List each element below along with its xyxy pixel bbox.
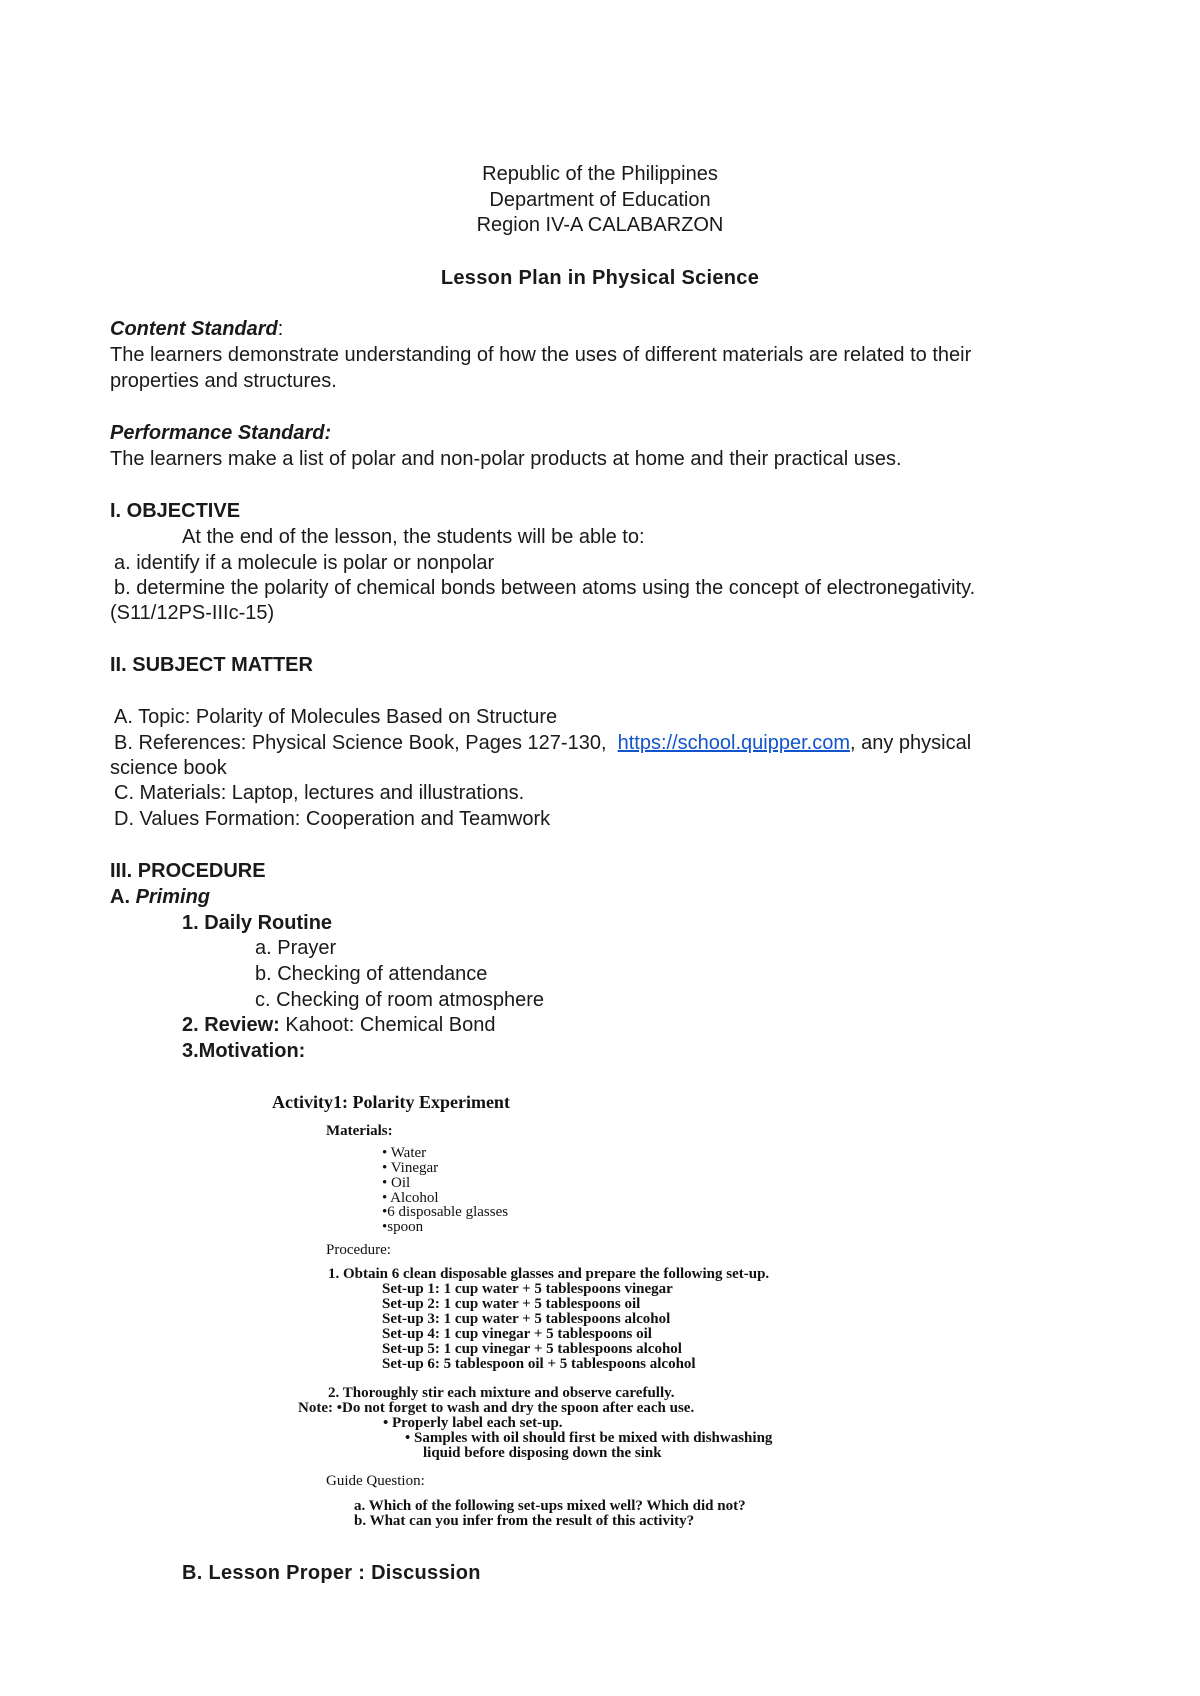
setup-item: Set-up 6: 5 tablespoon oil + 5 tablespoons alcohol <box>382 1356 696 1372</box>
guide-question-b: b. What can you infer from the result of this activity? <box>354 1513 695 1529</box>
quipper-link[interactable]: https://school.quipper.com <box>617 732 850 754</box>
content-standard-colon: : <box>277 318 284 340</box>
references-text: B. References: Physical Science Book, Pages 127-130, <box>114 732 607 754</box>
routine-prayer: a. Prayer <box>255 937 337 959</box>
material-item: • Oil <box>382 1175 411 1191</box>
guide-question-a: a. Which of the following set-ups mixed well? Which did not? <box>354 1498 746 1514</box>
setup-item: Set-up 2: 1 cup water + 5 tablespoons oil <box>382 1296 641 1312</box>
activity-title: Activity1: Polarity Experiment <box>272 1092 510 1112</box>
content-standard-line2: properties and structures. <box>110 370 337 392</box>
subject-values: D. Values Formation: Cooperation and Teamwork <box>114 808 551 830</box>
performance-standard-text: The learners make a list of polar and non-polar products at home and their practical uses. <box>110 448 902 470</box>
guide-question-label: Guide Question: <box>326 1473 425 1489</box>
objective-item-a: a. identify if a molecule is polar or nonpolar <box>114 552 495 574</box>
objective-item-b: b. determine the polarity of chemical bonds between atoms using the concept of electronegativity. <box>114 577 976 599</box>
references-suffix: , any physical <box>849 732 972 754</box>
document-title: Lesson Plan in Physical Science <box>440 267 760 289</box>
activity-procedure-label: Procedure: <box>326 1242 391 1258</box>
motivation-heading: 3.Motivation: <box>182 1040 306 1062</box>
note-3a: • Samples with oil should first be mixed with dishwashing <box>405 1430 773 1446</box>
lesson-proper-heading: B. Lesson Proper : Discussion <box>182 1562 481 1584</box>
routine-room: c. Checking of room atmosphere <box>255 989 545 1011</box>
material-item: •6 disposable glasses <box>382 1204 509 1220</box>
setup-item: Set-up 4: 1 cup vinegar + 5 tablespoons oil <box>382 1326 652 1342</box>
setup-item: Set-up 5: 1 cup vinegar + 5 tablespoons alcohol <box>382 1341 682 1357</box>
setup-item: Set-up 3: 1 cup water + 5 tablespoons alcohol <box>382 1311 671 1327</box>
content-standard-line1: The learners demonstrate understanding of how the uses of different materials are related to their <box>110 344 972 366</box>
activity-step-2: 2. Thoroughly stir each mixture and observe carefully. <box>328 1385 675 1401</box>
note-2: • Properly label each set-up. <box>383 1415 563 1431</box>
activity-step-1: 1. Obtain 6 clean disposable glasses and prepare the following set-up. <box>328 1266 770 1282</box>
material-item: • Alcohol <box>382 1190 439 1206</box>
activity-note-line <box>298 1401 694 1416</box>
note-1: •Do not forget to wash and dry the spoon after each use. <box>336 1400 695 1416</box>
subject-references-line2: science book <box>110 757 227 779</box>
performance-standard-label: Performance Standard: <box>110 422 332 444</box>
setup-item: Set-up 1: 1 cup water + 5 tablespoons vinegar <box>382 1281 673 1297</box>
content-standard-label: Content Standard <box>110 318 278 340</box>
header-department: Department of Education <box>489 189 711 211</box>
routine-attendance: b. Checking of attendance <box>255 963 488 985</box>
header-republic: Republic of the Philippines <box>482 163 718 185</box>
header-region: Region IV-A CALABARZON <box>476 214 724 236</box>
material-item: • Water <box>382 1145 427 1161</box>
subject-materials: C. Materials: Laptop, lectures and illustrations. <box>114 782 525 804</box>
objective-intro: At the end of the lesson, the students will be able to: <box>182 526 645 548</box>
subject-matter-heading: II. SUBJECT MATTER <box>110 654 313 676</box>
activity-materials-label: Materials: <box>326 1123 393 1139</box>
note-3b: liquid before disposing down the sink <box>423 1445 662 1461</box>
review-text: Kahoot: Chemical Bond <box>285 1014 496 1036</box>
note-label: Note: <box>298 1400 333 1416</box>
objective-heading: I. OBJECTIVE <box>110 500 241 522</box>
material-item: • Vinegar <box>382 1160 439 1176</box>
objective-code: (S11/12PS-IIIc-15) <box>110 602 275 624</box>
review-label: 2. Review: <box>182 1014 280 1036</box>
material-item: •spoon <box>382 1219 424 1235</box>
priming-label: Priming <box>135 886 211 908</box>
subject-topic: A. Topic: Polarity of Molecules Based on Structure <box>114 706 558 728</box>
priming-prefix: A. <box>110 886 130 908</box>
procedure-heading: III. PROCEDURE <box>110 860 266 882</box>
daily-routine-heading: 1. Daily Routine <box>182 912 333 934</box>
